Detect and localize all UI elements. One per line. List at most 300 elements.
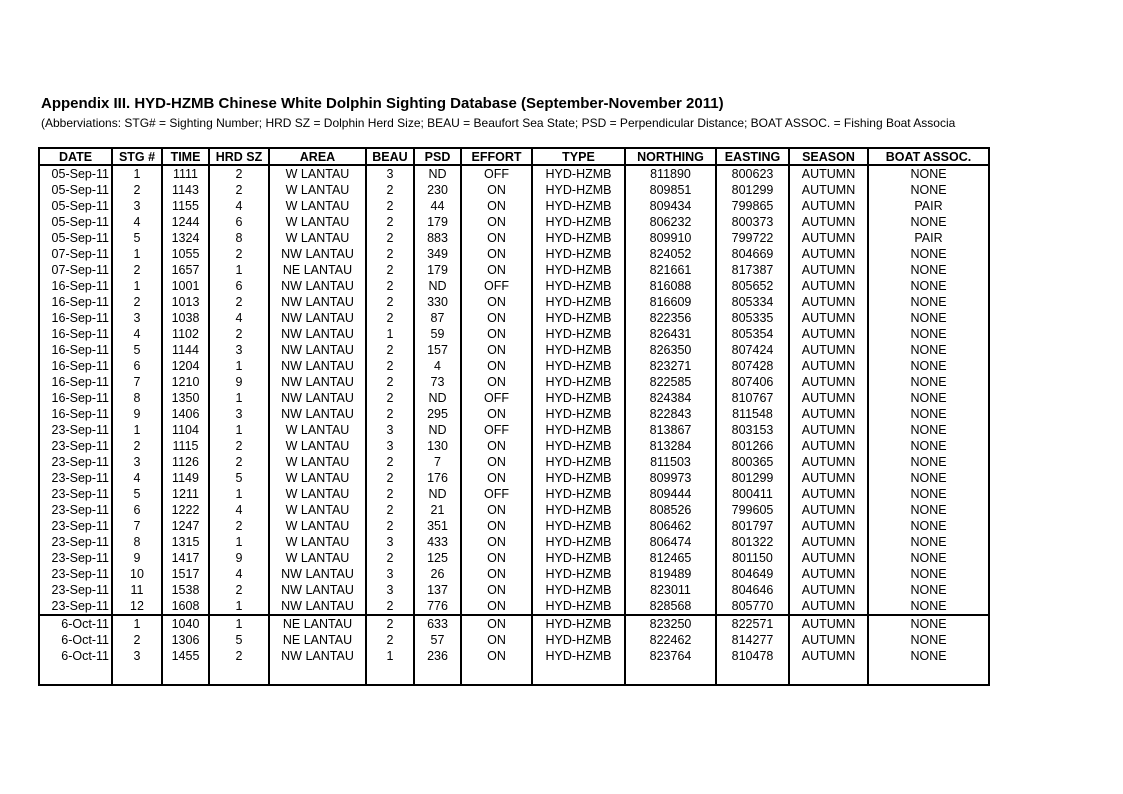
area-cell: NE LANTAU <box>269 632 366 648</box>
table-row <box>39 454 989 470</box>
time-cell: 1222 <box>162 502 209 518</box>
boat-assoc-cell: NONE <box>868 438 989 454</box>
northing-cell: 822356 <box>625 310 716 326</box>
boat-assoc-cell: NONE <box>868 342 989 358</box>
effort-cell: ON <box>461 374 532 390</box>
herd-size-cell: 2 <box>209 294 269 310</box>
effort-cell: ON <box>461 582 532 598</box>
date-cell: 16-Sep-11 <box>51 327 109 341</box>
time-cell: 1417 <box>162 550 209 566</box>
sighting-number-cell: 5 <box>112 486 162 502</box>
easting-cell: 804669 <box>716 246 789 262</box>
date-cell: 23-Sep-11 <box>51 503 109 517</box>
empty-cell <box>366 664 414 685</box>
type-cell: HYD-HZMB <box>532 582 625 598</box>
sighting-number-cell: 6 <box>112 502 162 518</box>
empty-cell <box>868 664 989 685</box>
sighting-number-cell: 2 <box>112 262 162 278</box>
season-cell: AUTUMN <box>789 278 868 294</box>
psd-cell: 73 <box>414 374 461 390</box>
time-cell: 1111 <box>162 165 209 182</box>
northing-cell: 821661 <box>625 262 716 278</box>
sighting-number-cell: 2 <box>112 632 162 648</box>
time-cell: 1657 <box>162 262 209 278</box>
area-cell: NW LANTAU <box>269 582 366 598</box>
empty-cell <box>209 664 269 685</box>
season-cell: AUTUMN <box>789 358 868 374</box>
area-cell: W LANTAU <box>269 198 366 214</box>
date-cell: 23-Sep-11 <box>51 583 109 597</box>
area-cell: NW LANTAU <box>269 374 366 390</box>
effort-cell: ON <box>461 342 532 358</box>
beaufort-cell: 3 <box>366 165 414 182</box>
effort-cell: ON <box>461 648 532 664</box>
boat-assoc-cell: NONE <box>868 182 989 198</box>
psd-cell: 44 <box>414 198 461 214</box>
northing-cell: 809434 <box>625 198 716 214</box>
area-cell: W LANTAU <box>269 454 366 470</box>
date-cell: 23-Sep-11 <box>51 471 109 485</box>
effort-cell: ON <box>461 518 532 534</box>
easting-cell: 805354 <box>716 326 789 342</box>
area-cell: NE LANTAU <box>269 262 366 278</box>
type-cell: HYD-HZMB <box>532 438 625 454</box>
type-cell: HYD-HZMB <box>532 454 625 470</box>
column-header: PSD <box>414 148 461 165</box>
sighting-table <box>38 147 990 686</box>
season-cell: AUTUMN <box>789 518 868 534</box>
table-row <box>39 294 989 310</box>
easting-cell: 803153 <box>716 422 789 438</box>
area-cell: W LANTAU <box>269 230 366 246</box>
northing-cell: 822585 <box>625 374 716 390</box>
column-header: NORTHING <box>625 148 716 165</box>
psd-cell: 776 <box>414 598 461 615</box>
column-header: TIME <box>162 148 209 165</box>
easting-cell: 800365 <box>716 454 789 470</box>
herd-size-cell: 3 <box>209 342 269 358</box>
psd-cell: 59 <box>414 326 461 342</box>
herd-size-cell: 2 <box>209 438 269 454</box>
date-cell: 07-Sep-11 <box>51 247 109 261</box>
herd-size-cell: 5 <box>209 470 269 486</box>
empty-cell <box>162 664 209 685</box>
table-row <box>39 374 989 390</box>
northing-cell: 806232 <box>625 214 716 230</box>
boat-assoc-cell: NONE <box>868 406 989 422</box>
empty-cell <box>269 664 366 685</box>
sighting-number-cell: 1 <box>112 246 162 262</box>
herd-size-cell: 2 <box>209 326 269 342</box>
northing-cell: 813284 <box>625 438 716 454</box>
sighting-number-cell: 2 <box>112 182 162 198</box>
time-cell: 1211 <box>162 486 209 502</box>
date-cell: 05-Sep-11 <box>51 215 109 229</box>
beaufort-cell: 2 <box>366 454 414 470</box>
type-cell: HYD-HZMB <box>532 294 625 310</box>
type-cell: HYD-HZMB <box>532 550 625 566</box>
sighting-number-cell: 4 <box>112 326 162 342</box>
beaufort-cell: 2 <box>366 615 414 632</box>
herd-size-cell: 9 <box>209 550 269 566</box>
date-cell: 16-Sep-11 <box>51 295 109 309</box>
boat-assoc-cell: NONE <box>868 422 989 438</box>
beaufort-cell: 2 <box>366 470 414 486</box>
season-cell: AUTUMN <box>789 165 868 182</box>
time-cell: 1247 <box>162 518 209 534</box>
date-cell: 05-Sep-11 <box>51 231 109 245</box>
beaufort-cell: 2 <box>366 390 414 406</box>
herd-size-cell: 1 <box>209 598 269 615</box>
empty-cell <box>39 664 112 685</box>
season-cell: AUTUMN <box>789 615 868 632</box>
empty-row <box>39 664 989 685</box>
beaufort-cell: 2 <box>366 310 414 326</box>
psd-cell: 295 <box>414 406 461 422</box>
area-cell: NW LANTAU <box>269 390 366 406</box>
column-header: DATE <box>39 148 112 165</box>
table-row <box>39 198 989 214</box>
table-row <box>39 615 989 632</box>
time-cell: 1055 <box>162 246 209 262</box>
boat-assoc-cell: NONE <box>868 582 989 598</box>
table-row <box>39 326 989 342</box>
empty-cell <box>414 664 461 685</box>
effort-cell: ON <box>461 230 532 246</box>
date-cell: 23-Sep-11 <box>51 455 109 469</box>
type-cell: HYD-HZMB <box>532 470 625 486</box>
effort-cell: ON <box>461 294 532 310</box>
sighting-number-cell: 1 <box>112 278 162 294</box>
time-cell: 1143 <box>162 182 209 198</box>
psd-cell: 137 <box>414 582 461 598</box>
time-cell: 1455 <box>162 648 209 664</box>
area-cell: NW LANTAU <box>269 326 366 342</box>
beaufort-cell: 3 <box>366 582 414 598</box>
area-cell: NW LANTAU <box>269 566 366 582</box>
type-cell: HYD-HZMB <box>532 326 625 342</box>
time-cell: 1149 <box>162 470 209 486</box>
beaufort-cell: 3 <box>366 438 414 454</box>
effort-cell: ON <box>461 246 532 262</box>
beaufort-cell: 2 <box>366 214 414 230</box>
psd-cell: 349 <box>414 246 461 262</box>
beaufort-cell: 2 <box>366 182 414 198</box>
season-cell: AUTUMN <box>789 342 868 358</box>
table-row <box>39 182 989 198</box>
beaufort-cell: 2 <box>366 374 414 390</box>
northing-cell: 822462 <box>625 632 716 648</box>
type-cell: HYD-HZMB <box>532 598 625 615</box>
date-cell: 16-Sep-11 <box>51 407 109 421</box>
psd-cell: 330 <box>414 294 461 310</box>
psd-cell: 7 <box>414 454 461 470</box>
effort-cell: ON <box>461 438 532 454</box>
beaufort-cell: 2 <box>366 486 414 502</box>
psd-cell: 176 <box>414 470 461 486</box>
empty-cell <box>716 664 789 685</box>
herd-size-cell: 1 <box>209 262 269 278</box>
easting-cell: 805335 <box>716 310 789 326</box>
season-cell: AUTUMN <box>789 438 868 454</box>
empty-cell <box>112 664 162 685</box>
table-row <box>39 278 989 294</box>
easting-cell: 805334 <box>716 294 789 310</box>
psd-cell: ND <box>414 390 461 406</box>
psd-cell: 433 <box>414 534 461 550</box>
date-cell: 23-Sep-11 <box>51 423 109 437</box>
easting-cell: 814277 <box>716 632 789 648</box>
boat-assoc-cell: NONE <box>868 326 989 342</box>
herd-size-cell: 2 <box>209 518 269 534</box>
beaufort-cell: 2 <box>366 198 414 214</box>
northing-cell: 816088 <box>625 278 716 294</box>
time-cell: 1126 <box>162 454 209 470</box>
beaufort-cell: 2 <box>366 342 414 358</box>
area-cell: W LANTAU <box>269 438 366 454</box>
sighting-number-cell: 3 <box>112 198 162 214</box>
effort-cell: ON <box>461 326 532 342</box>
beaufort-cell: 2 <box>366 278 414 294</box>
northing-cell: 811890 <box>625 165 716 182</box>
season-cell: AUTUMN <box>789 550 868 566</box>
table-row <box>39 566 989 582</box>
season-cell: AUTUMN <box>789 598 868 615</box>
season-cell: AUTUMN <box>789 502 868 518</box>
easting-cell: 800373 <box>716 214 789 230</box>
northing-cell: 828568 <box>625 598 716 615</box>
herd-size-cell: 5 <box>209 632 269 648</box>
boat-assoc-cell: NONE <box>868 246 989 262</box>
easting-cell: 799865 <box>716 198 789 214</box>
time-cell: 1155 <box>162 198 209 214</box>
boat-assoc-cell: NONE <box>868 566 989 582</box>
herd-size-cell: 2 <box>209 182 269 198</box>
beaufort-cell: 2 <box>366 230 414 246</box>
sighting-number-cell: 12 <box>112 598 162 615</box>
beaufort-cell: 3 <box>366 422 414 438</box>
table-row <box>39 310 989 326</box>
boat-assoc-cell: NONE <box>868 648 989 664</box>
type-cell: HYD-HZMB <box>532 566 625 582</box>
easting-cell: 804646 <box>716 582 789 598</box>
empty-cell <box>532 664 625 685</box>
area-cell: W LANTAU <box>269 550 366 566</box>
sighting-number-cell: 8 <box>112 534 162 550</box>
sighting-number-cell: 3 <box>112 648 162 664</box>
time-cell: 1306 <box>162 632 209 648</box>
type-cell: HYD-HZMB <box>532 198 625 214</box>
table-row <box>39 648 989 664</box>
northing-cell: 826350 <box>625 342 716 358</box>
herd-size-cell: 6 <box>209 278 269 294</box>
area-cell: W LANTAU <box>269 214 366 230</box>
type-cell: HYD-HZMB <box>532 310 625 326</box>
season-cell: AUTUMN <box>789 262 868 278</box>
table-row <box>39 582 989 598</box>
date-cell: 6-Oct-11 <box>39 615 112 632</box>
column-header: HRD SZ <box>209 148 269 165</box>
boat-assoc-cell: NONE <box>868 374 989 390</box>
herd-size-cell: 4 <box>209 310 269 326</box>
sighting-number-cell: 9 <box>112 550 162 566</box>
table-row <box>39 502 989 518</box>
date-cell: 23-Sep-11 <box>51 535 109 549</box>
beaufort-cell: 2 <box>366 294 414 310</box>
date-cell: 23-Sep-11 <box>51 551 109 565</box>
season-cell: AUTUMN <box>789 310 868 326</box>
date-cell: 05-Sep-11 <box>51 199 109 213</box>
herd-size-cell: 1 <box>209 358 269 374</box>
type-cell: HYD-HZMB <box>532 534 625 550</box>
beaufort-cell: 2 <box>366 406 414 422</box>
effort-cell: OFF <box>461 486 532 502</box>
area-cell: NW LANTAU <box>269 246 366 262</box>
easting-cell: 807424 <box>716 342 789 358</box>
northing-cell: 809910 <box>625 230 716 246</box>
table-row <box>39 214 989 230</box>
column-header: EFFORT <box>461 148 532 165</box>
effort-cell: ON <box>461 615 532 632</box>
effort-cell: OFF <box>461 422 532 438</box>
date-cell: 23-Sep-11 <box>51 439 109 453</box>
column-header: BOAT ASSOC. <box>868 148 989 165</box>
area-cell: NW LANTAU <box>269 648 366 664</box>
beaufort-cell: 3 <box>366 534 414 550</box>
column-header: TYPE <box>532 148 625 165</box>
date-cell: 16-Sep-11 <box>51 375 109 389</box>
psd-cell: 130 <box>414 438 461 454</box>
type-cell: HYD-HZMB <box>532 422 625 438</box>
herd-size-cell: 3 <box>209 406 269 422</box>
easting-cell: 801322 <box>716 534 789 550</box>
empty-cell <box>625 664 716 685</box>
area-cell: W LANTAU <box>269 182 366 198</box>
date-cell: 23-Sep-11 <box>51 519 109 533</box>
northing-cell: 816609 <box>625 294 716 310</box>
empty-cell <box>789 664 868 685</box>
psd-cell: 125 <box>414 550 461 566</box>
boat-assoc-cell: NONE <box>868 310 989 326</box>
season-cell: AUTUMN <box>789 582 868 598</box>
herd-size-cell: 4 <box>209 502 269 518</box>
season-cell: AUTUMN <box>789 470 868 486</box>
beaufort-cell: 2 <box>366 262 414 278</box>
herd-size-cell: 2 <box>209 246 269 262</box>
psd-cell: 351 <box>414 518 461 534</box>
date-cell: 16-Sep-11 <box>51 359 109 373</box>
northing-cell: 824052 <box>625 246 716 262</box>
season-cell: AUTUMN <box>789 534 868 550</box>
type-cell: HYD-HZMB <box>532 374 625 390</box>
psd-cell: 633 <box>414 615 461 632</box>
sighting-number-cell: 2 <box>112 438 162 454</box>
column-header: BEAU <box>366 148 414 165</box>
season-cell: AUTUMN <box>789 486 868 502</box>
type-cell: HYD-HZMB <box>532 518 625 534</box>
easting-cell: 807406 <box>716 374 789 390</box>
boat-assoc-cell: NONE <box>868 632 989 648</box>
season-cell: AUTUMN <box>789 326 868 342</box>
table-row <box>39 262 989 278</box>
time-cell: 1244 <box>162 214 209 230</box>
column-header: EASTING <box>716 148 789 165</box>
empty-cell <box>461 664 532 685</box>
abbreviations-note: (Abberviations: STG# = Sighting Number; HRD SZ = Dolphin Herd Size; BEAU = Beaufort Sea State; PSD = Perpendicular Distance; BOAT ASSOC. = Fishing Boat Associa <box>41 116 956 130</box>
psd-cell: 57 <box>414 632 461 648</box>
beaufort-cell: 2 <box>366 550 414 566</box>
time-cell: 1538 <box>162 582 209 598</box>
psd-cell: 179 <box>414 214 461 230</box>
type-cell: HYD-HZMB <box>532 278 625 294</box>
table-body <box>39 165 989 685</box>
season-cell: AUTUMN <box>789 198 868 214</box>
boat-assoc-cell: NONE <box>868 294 989 310</box>
herd-size-cell: 2 <box>209 454 269 470</box>
time-cell: 1001 <box>162 278 209 294</box>
boat-assoc-cell: PAIR <box>868 230 989 246</box>
boat-assoc-cell: NONE <box>868 278 989 294</box>
boat-assoc-cell: NONE <box>868 534 989 550</box>
page-title: Appendix III. HYD-HZMB Chinese White Dolphin Sighting Database (September-November 2011) <box>41 95 724 112</box>
season-cell: AUTUMN <box>789 374 868 390</box>
beaufort-cell: 2 <box>366 632 414 648</box>
time-cell: 1350 <box>162 390 209 406</box>
season-cell: AUTUMN <box>789 246 868 262</box>
northing-cell: 819489 <box>625 566 716 582</box>
column-header: SEASON <box>789 148 868 165</box>
type-cell: HYD-HZMB <box>532 182 625 198</box>
table-row <box>39 165 989 182</box>
sighting-number-cell: 5 <box>112 342 162 358</box>
effort-cell: ON <box>461 502 532 518</box>
easting-cell: 817387 <box>716 262 789 278</box>
season-cell: AUTUMN <box>789 454 868 470</box>
sighting-number-cell: 3 <box>112 310 162 326</box>
type-cell: HYD-HZMB <box>532 390 625 406</box>
easting-cell: 807428 <box>716 358 789 374</box>
beaufort-cell: 3 <box>366 566 414 582</box>
northing-cell: 822843 <box>625 406 716 422</box>
northing-cell: 808526 <box>625 502 716 518</box>
date-cell: 05-Sep-11 <box>51 167 109 181</box>
easting-cell: 805770 <box>716 598 789 615</box>
psd-cell: 236 <box>414 648 461 664</box>
type-cell: HYD-HZMB <box>532 615 625 632</box>
area-cell: W LANTAU <box>269 486 366 502</box>
herd-size-cell: 1 <box>209 422 269 438</box>
table-header-row <box>39 148 989 165</box>
northing-cell: 809444 <box>625 486 716 502</box>
herd-size-cell: 1 <box>209 615 269 632</box>
beaufort-cell: 1 <box>366 648 414 664</box>
sighting-number-cell: 8 <box>112 390 162 406</box>
effort-cell: OFF <box>461 165 532 182</box>
type-cell: HYD-HZMB <box>532 342 625 358</box>
time-cell: 1210 <box>162 374 209 390</box>
boat-assoc-cell: NONE <box>868 486 989 502</box>
sighting-number-cell: 7 <box>112 518 162 534</box>
table-row <box>39 390 989 406</box>
effort-cell: ON <box>461 550 532 566</box>
easting-cell: 801299 <box>716 470 789 486</box>
northing-cell: 806462 <box>625 518 716 534</box>
time-cell: 1517 <box>162 566 209 582</box>
easting-cell: 811548 <box>716 406 789 422</box>
area-cell: W LANTAU <box>269 502 366 518</box>
northing-cell: 809851 <box>625 182 716 198</box>
boat-assoc-cell: NONE <box>868 390 989 406</box>
